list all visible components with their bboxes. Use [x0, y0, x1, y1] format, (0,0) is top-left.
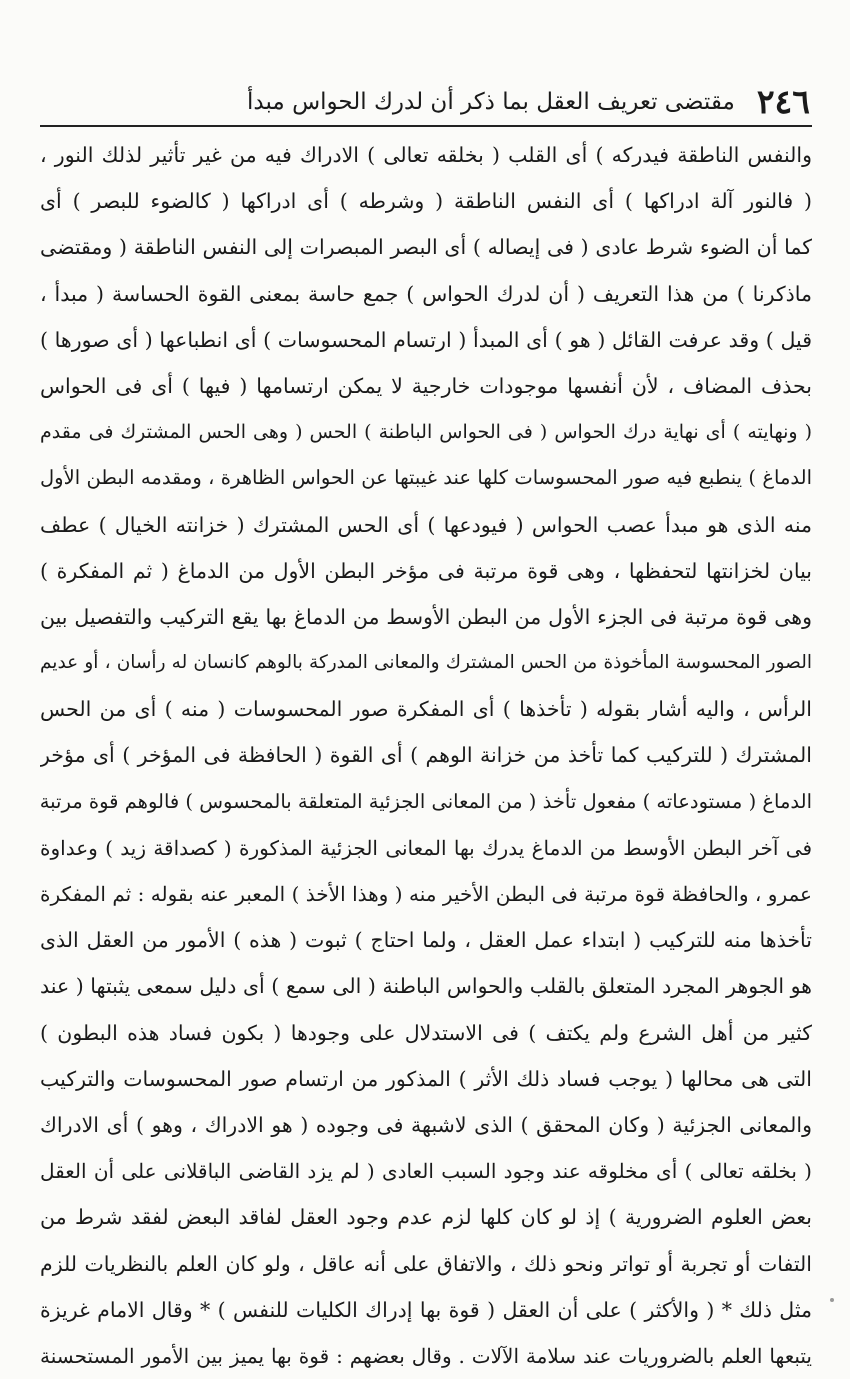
text-line: التفات أو تجربة أو تواتر ونحو ذلك ، والاتفاق على أنه عاقل ، ولو كان العلم بالنظريات للزم — [40, 1251, 812, 1276]
text-line: بيان لخزانتها لتحفظها ، وهى قوة مرتبة فى مؤخر البطن الأول من الدماغ ( ثم المفكرة ) — [40, 558, 812, 583]
text-line: مثل ذلك * ( والأكثر ) على أن العقل ( قوة بها إدراك الكليات للنفس ) * وقال الامام غريزة — [40, 1297, 812, 1322]
scan-speck — [830, 1298, 834, 1302]
text-line: ( بخلقه تعالى ) أى مخلوقه عند وجود السبب العادى ( لم يزد القاضى الباقلانى على أن العقل — [40, 1159, 812, 1184]
text-line: يتبعها العلم بالضروريات عند سلامة الآلات . وقال بعضهم : قوة بها يميز بين الأمور المستحسنة — [40, 1343, 812, 1368]
text-line: ( ونهايته ) أى نهاية درك الحواس ( فى الحواس الباطنة ) الحس ( وهى الحس المشترك فى مقدم — [40, 421, 812, 444]
text-line: الرأس ، واليه أشار بقوله ( تأخذها ) أى المفكرة صور المحسوسات ( منه ) أى من الحس — [40, 697, 812, 722]
text-line: المشترك ( للتركيب كما تأخذ من خزانة الوهم ) أى القوة ( الحافظة فى المؤخر ) أى مؤخر — [40, 743, 812, 768]
text-line: هو الجوهر المجرد المتعلق بالقلب والحواس الباطنة ( الى سمع ) أى دليل سمعى يثبتها ( عند — [40, 974, 812, 999]
text-line: التى هى محالها ( يوجب فساد ذلك الأثر ) المذكور من ارتسام صور المحسوسات والتركيب — [40, 1066, 812, 1091]
text-line: عمرو ، والحافظة قوة مرتبة فى البطن الأخير منه ( وهذا الأخذ ) المعبر عنه بقوله : ثم المفكرة — [40, 882, 812, 906]
text-line: والنفس الناطقة فيدركه ) أى القلب ( بخلقه تعالى ) الادراك فيه من غير تأثير لذلك النور ، — [40, 143, 812, 167]
text-line: الصور المحسوسة المأخوذة من الحس المشترك والمعانى المدركة بالوهم كانسان له رأسان ، أو عديم — [40, 652, 812, 674]
text-line: كثير من أهل الشرع ولم يكتف ) فى الاستدلال على وجودها ( بكون فساد هذه البطون ) — [40, 1020, 812, 1045]
text-line: بعض العلوم الضرورية ) إذ لو كان كلها لزم عدم وجود العقل لفاقد البعض لفقد شرط من — [40, 1205, 812, 1230]
text-line: تأخذها منه للتركيب ( ابتداء عمل العقل ، ولما احتاج ) ثبوت ( هذه ) الأمور من العقل الذى — [40, 928, 812, 953]
header-rule — [40, 125, 812, 127]
text-line: الدماغ ) ينطبع فيه صور المحسوسات كلها عند غيبتها عن الحواس الظاهرة ، ومقدمه البطن الأول — [40, 466, 812, 490]
text-line: ( فالنور آلة ادراكها ) أى النفس الناطقة ( وشرطه ) أى ادراكها ( كالضوء للبصر ) أى — [40, 189, 812, 214]
body-text — [40, 132, 812, 1379]
text-line: كما أن الضوء شرط عادى ( فى إيصاله ) أى البصر المبصرات إلى النفس الناطقة ( ومقتضى — [40, 235, 812, 260]
text-line: منه الذى هو مبدأ عصب الحواس ( فيودعها ) أى الحس المشترك ( خزانته الخيال ) عطف — [40, 512, 812, 537]
running-title: مقتضى تعريف العقل بما ذكر أن لدرك الحواس مبدأ — [247, 89, 735, 115]
text-line: ماذكرنا ) من هذا التعريف ( أن لدرك الحواس ) جمع حاسة بمعنى القوة الحساسة ( مبدأ ، — [40, 281, 812, 306]
text-line: وهى قوة مرتبة فى الجزء الأول من البطن الأوسط من الدماغ بها يقع التركيب والتفصيل بين — [40, 604, 812, 629]
text-line: فى آخر البطن الأوسط من الدماغ يدرك بها المعانى الجزئية المذكورة ( كصداقة زيد ) وعداوة — [40, 835, 812, 860]
page-number: ٢٤٦ — [756, 82, 810, 121]
text-line: الدماغ ( مستودعاته ) مفعول تأخذ ( من المعانى الجزئية المتعلقة بالمحسوس ) فالوهم قوة مرتبة — [40, 789, 812, 813]
page-header — [40, 78, 812, 122]
text-line: بحذف المضاف ، لأن أنفسها موجودات خارجية لا يمكن ارتسامها ( فيها ) أى فى الحواس — [40, 373, 812, 398]
text-line: قيل ) وقد عرفت القائل ( هو ) أى المبدأ ( ارتسام المحسوسات ) أى انطباعها ( أى صورها ) — [40, 327, 812, 352]
text-line: والمعانى الجزئية ( وكان المحقق ) الذى لاشبهة فى وجوده ( هو الادراك ، وهو ) أى الادراك — [40, 1112, 812, 1137]
